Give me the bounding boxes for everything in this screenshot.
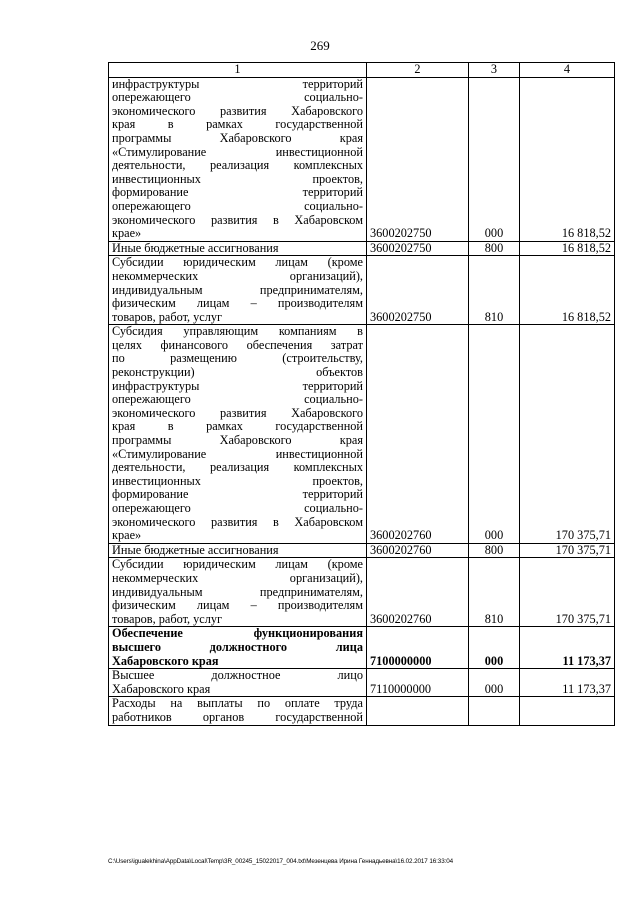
expense-name-line: товаров, работ, услуг [112, 309, 223, 324]
expense-type-cell: 000 [469, 627, 520, 669]
expense-name-line: Субсидии юридическим лицам (кроме [112, 557, 363, 572]
target-article-cell: 3600202750 [367, 256, 469, 325]
table-row [109, 77, 615, 241]
expense-name-line: экономического развития в Хабаровском [112, 212, 363, 227]
expense-name-line: физическим лицам – производителям [112, 296, 363, 311]
target-article-cell: 3600202760 [367, 325, 469, 544]
expense-name-line: крае» [112, 226, 142, 241]
header-cell-2: 2 [367, 63, 469, 78]
expense-name-line: инвестиционных проектов, [112, 171, 363, 186]
expense-name-line: программы Хабаровского края [112, 130, 363, 145]
expense-name-cell [109, 558, 367, 627]
expense-name-line: Хабаровского края [112, 653, 219, 668]
amount-cell: 11 173,37 [520, 627, 615, 669]
target-article-cell: 7100000000 [367, 627, 469, 669]
header-cell-1: 1 [109, 63, 367, 78]
budget-table [108, 62, 615, 726]
amount-cell: 170 375,71 [520, 558, 615, 627]
amount-cell: 16 818,52 [520, 77, 615, 241]
expense-name-line: физическим лицам – производителям [112, 598, 363, 613]
expense-name-line: опережающего социально- [112, 198, 363, 213]
table-row [109, 325, 615, 544]
expense-name-cell [109, 669, 367, 697]
expense-name-line: индивидуальным предпринимателям, [112, 584, 363, 599]
amount-cell: 170 375,71 [520, 325, 615, 544]
amount-cell [520, 697, 615, 725]
expense-name-line: Иные бюджетные ассигнования [112, 542, 279, 557]
amount-cell: 11 173,37 [520, 669, 615, 697]
expense-name-line: опережающего социально- [112, 90, 363, 105]
expense-name-line: реконструкции) объектов [112, 365, 363, 380]
amount-cell: 16 818,52 [520, 241, 615, 256]
expense-name-line: крае» [112, 528, 142, 543]
expense-name-cell [109, 543, 367, 558]
table-row [109, 256, 615, 325]
expense-name-line: экономического развития Хабаровского [112, 405, 363, 420]
amount-cell: 16 818,52 [520, 256, 615, 325]
expense-name-cell [109, 77, 367, 241]
header-cell-4: 4 [520, 63, 615, 78]
expense-name-line: опережающего социально- [112, 501, 363, 515]
target-article-cell: 3600202760 [367, 543, 469, 558]
target-article-cell: 3600202750 [367, 77, 469, 241]
expense-name-line: работников органов государственной [112, 709, 363, 724]
expense-type-cell: 000 [469, 325, 520, 544]
table-row [109, 558, 615, 627]
expense-name-line: Высшее должностное лицо [112, 668, 363, 683]
expense-name-line: экономического развития Хабаровского [112, 103, 363, 118]
expense-name-line: деятельности, реализация комплексных [112, 158, 363, 173]
page-number: 269 [310, 38, 330, 53]
expense-name-line: некоммерческих организаций), [112, 268, 363, 283]
expense-name-cell [109, 256, 367, 325]
header-cell-3: 3 [469, 63, 520, 78]
table-row [109, 543, 615, 558]
expense-name-line: экономического развития в Хабаровском [112, 514, 363, 529]
target-article-cell [367, 697, 469, 725]
expense-name-line: опережающего социально- [112, 392, 363, 407]
expense-type-cell: 000 [469, 669, 520, 697]
expense-name-line: индивидуальным предпринимателям, [112, 282, 363, 297]
expense-type-cell [469, 697, 520, 725]
expense-name-line: «Стимулирование инвестиционной [112, 144, 363, 159]
amount-cell: 170 375,71 [520, 543, 615, 558]
expense-type-cell: 800 [469, 543, 520, 558]
target-article-cell: 3600202760 [367, 558, 469, 627]
table-header-row [109, 63, 615, 78]
expense-name-line: формирование территорий [112, 185, 363, 200]
table-row [109, 697, 615, 725]
expense-name-line: инфраструктуры территорий [112, 378, 363, 393]
expense-name-line: деятельности, реализация комплексных [112, 460, 363, 475]
expense-name-line: Расходы на выплаты по оплате труда [112, 696, 363, 711]
expense-type-cell: 800 [469, 241, 520, 256]
expense-name-line: Обеспечение функционирования [112, 626, 363, 641]
expense-name-cell [109, 697, 367, 725]
expense-name-line: высшего должностного лица [112, 639, 363, 654]
expense-type-cell: 000 [469, 77, 520, 241]
expense-name-line: Субсидия управляющим компаниям в [112, 324, 363, 339]
table-row [109, 669, 615, 697]
expense-name-line: края в рамках государственной [112, 419, 363, 434]
target-article-cell: 7110000000 [367, 669, 469, 697]
expense-name-line: формирование территорий [112, 487, 363, 502]
expense-name-line: инфраструктуры территорий [112, 76, 363, 91]
expense-type-cell: 810 [469, 256, 520, 325]
expense-name-line: Субсидии юридическим лицам (кроме [112, 255, 363, 270]
expense-name-line: края в рамках государственной [112, 117, 363, 132]
file-path-footer: C:\Users\igualekhina\AppData\Local\Temp\3R_00245_15022017_004.txt\Мезенцева Ирина Геннадьевна\16.02.2017 16:33:04 [108, 858, 454, 865]
expense-name-line: программы Хабаровского края [112, 433, 363, 448]
expense-name-line: некоммерческих организаций), [112, 570, 363, 585]
expense-name-line: инвестиционных проектов, [112, 473, 363, 488]
table-row [109, 627, 615, 669]
expense-name-cell [109, 627, 367, 669]
expense-name-line: Хабаровского края [112, 681, 211, 696]
expense-name-line: товаров, работ, услуг [112, 611, 223, 626]
target-article-cell: 3600202750 [367, 241, 469, 256]
expense-name-line: по размещению (строительству, [112, 351, 363, 366]
expense-name-line: Иные бюджетные ассигнования [112, 240, 279, 255]
expense-name-line: «Стимулирование инвестиционной [112, 446, 363, 461]
table-row [109, 241, 615, 256]
expense-name-line: целях финансового обеспечения затрат [112, 337, 363, 352]
expense-type-cell: 810 [469, 558, 520, 627]
expense-name-cell [109, 325, 367, 544]
expense-name-cell [109, 241, 367, 256]
